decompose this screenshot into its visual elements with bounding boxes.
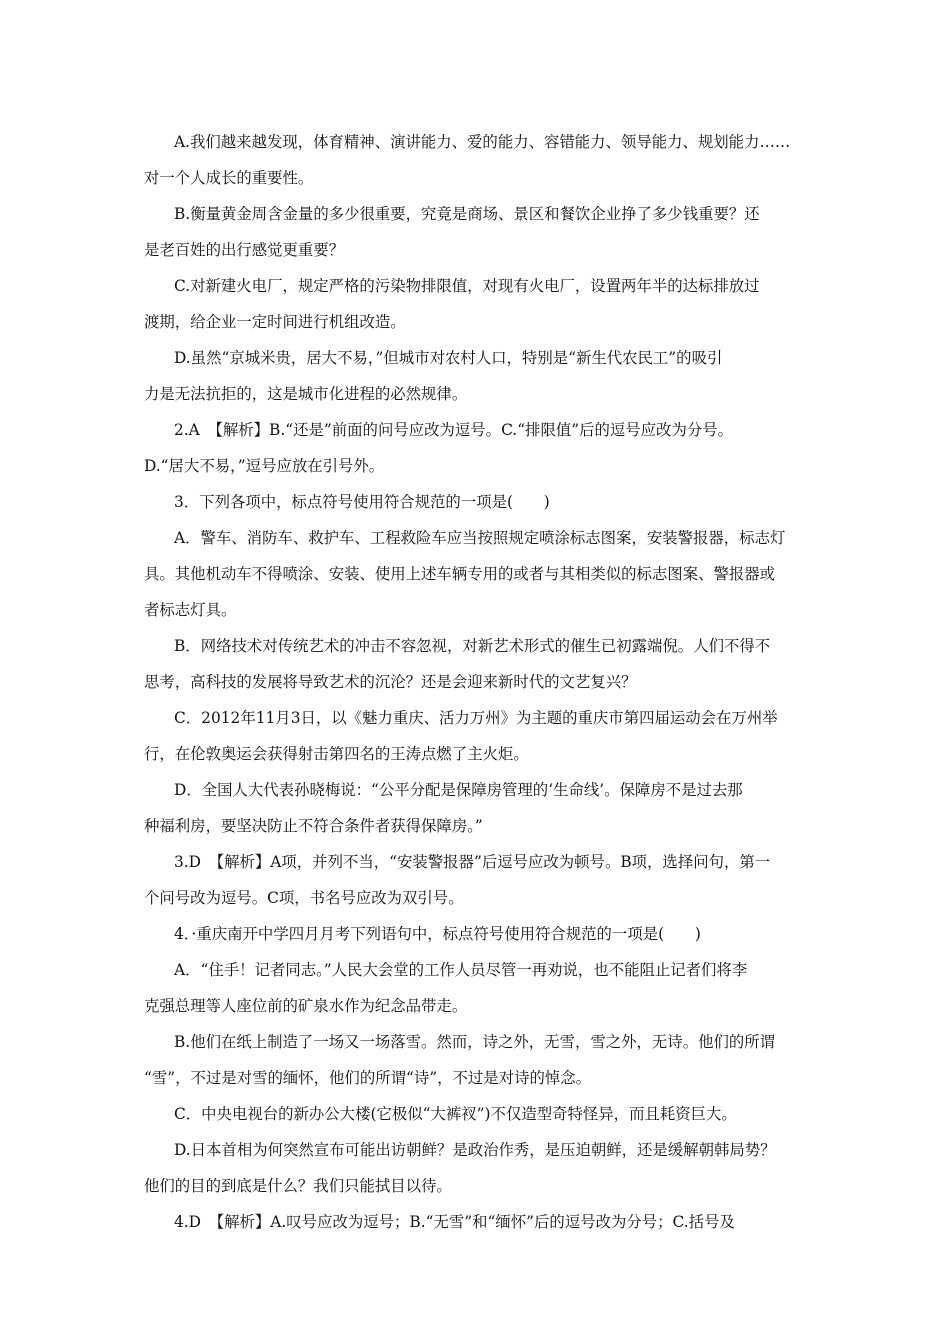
text-line: D.虽然“京城米贵，居大不易，”但城市对农村人口，特别是“新生代农民工”的吸引 — [174, 349, 723, 367]
text-line: D.“居大不易，”逗号应放在引号外。 — [144, 457, 385, 475]
text-line: C.对新建火电厂，规定严格的污染物排限值，对现有火电厂，设置两年半的达标排放过 — [174, 277, 760, 295]
text-line: 4．·重庆南开中学四月月考下列语句中，标点符号使用符合规范的一项是( ) — [174, 925, 701, 943]
text-line: B.他们在纸上制造了一场又一场落雪。然而，诗之外，无雪，雪之外，无诗。他们的所谓 — [174, 1033, 776, 1051]
text-line: 2.A 【解析】B.“还是”前面的问号应改为逗号。C.“排限值”后的逗号应改为分号。 — [174, 421, 734, 439]
text-line: 种福利房，要坚决防止不符合条件者获得保障房。” — [144, 817, 483, 835]
text-line: 他们的目的到底是什么？我们只能拭目以待。 — [144, 1177, 452, 1195]
document-body — [144, 124, 820, 1240]
text-line: 思考，高科技的发展将导致艺术的沉沦？还是会迎来新时代的文艺复兴？ — [144, 673, 637, 691]
text-line: D．全国人大代表孙晓梅说：“公平分配是保障房管理的‘生命线’。保障房不是过去那 — [174, 781, 743, 799]
text-line: A.我们越来越发现，体育精神、演讲能力、爱的能力、容错能力、领导能力、规划能力…… — [174, 133, 791, 151]
text-line: D.日本首相为何突然宣布可能出访朝鲜？是政治作秀，是压迫朝鲜，还是缓解朝韩局势？ — [174, 1141, 776, 1159]
text-line: 渡期，给企业一定时间进行机组改造。 — [144, 313, 406, 331]
text-line: 行，在伦敦奥运会获得射击第四名的王涛点燃了主火炬。 — [144, 745, 529, 763]
text-line: C．2012年11月3日，以《魅力重庆、活力万州》为主题的重庆市第四届运动会在万州举 — [174, 709, 778, 727]
text-line: B.衡量黄金周含金量的多少很重要，究竟是商场、景区和餐饮企业挣了多少钱重要？还 — [174, 205, 760, 223]
text-line: 3.D 【解析】A项，并列不当，“安装警报器”后逗号应改为顿号。B项，选择问句，第一 — [174, 853, 771, 871]
text-line: C．中央电视台的新办公大楼(它极似“大裤衩”)不仅造型奇特怪异，而且耗资巨大。 — [174, 1105, 737, 1123]
text-line: “雪”，不过是对雪的缅怀，他们的所谓“诗”，不过是对诗的悼念。 — [144, 1069, 592, 1087]
text-line: A．警车、消防车、救护车、工程救险车应当按照规定喷涂标志图案，安装警报器，标志灯 — [174, 529, 786, 547]
text-line: 具。其他机动车不得喷涂、安装、使用上述车辆专用的或者与其相类似的标志图案、警报器或 — [144, 565, 776, 583]
text-line: 个问号改为逗号。C项，书名号应改为双引号。 — [144, 889, 464, 907]
text-line: B．网络技术对传统艺术的冲击不容忽视，对新艺术形式的催生已初露端倪。人们不得不 — [174, 637, 771, 655]
text-line: 对一个人成长的重要性。 — [144, 169, 314, 187]
text-line: 4.D 【解析】A.叹号应改为逗号；B.“无雪”和“缅怀”后的逗号改为分号；C.括号及 — [174, 1213, 735, 1231]
text-line: A．“住手！记者同志。”人民大会堂的工作人员尽管一再劝说，也不能阻止记者们将李 — [174, 961, 748, 979]
text-line: 者标志灯具。 — [144, 601, 237, 619]
text-line: 3．下列各项中，标点符号使用符合规范的一项是( ) — [174, 493, 550, 511]
text-line: 力是无法抗拒的，这是城市化进程的必然规律。 — [144, 385, 468, 403]
text-line: 克强总理等人座位前的矿泉水作为纪念品带走。 — [144, 997, 468, 1015]
text-line: 是老百姓的出行感觉更重要？ — [144, 241, 345, 259]
